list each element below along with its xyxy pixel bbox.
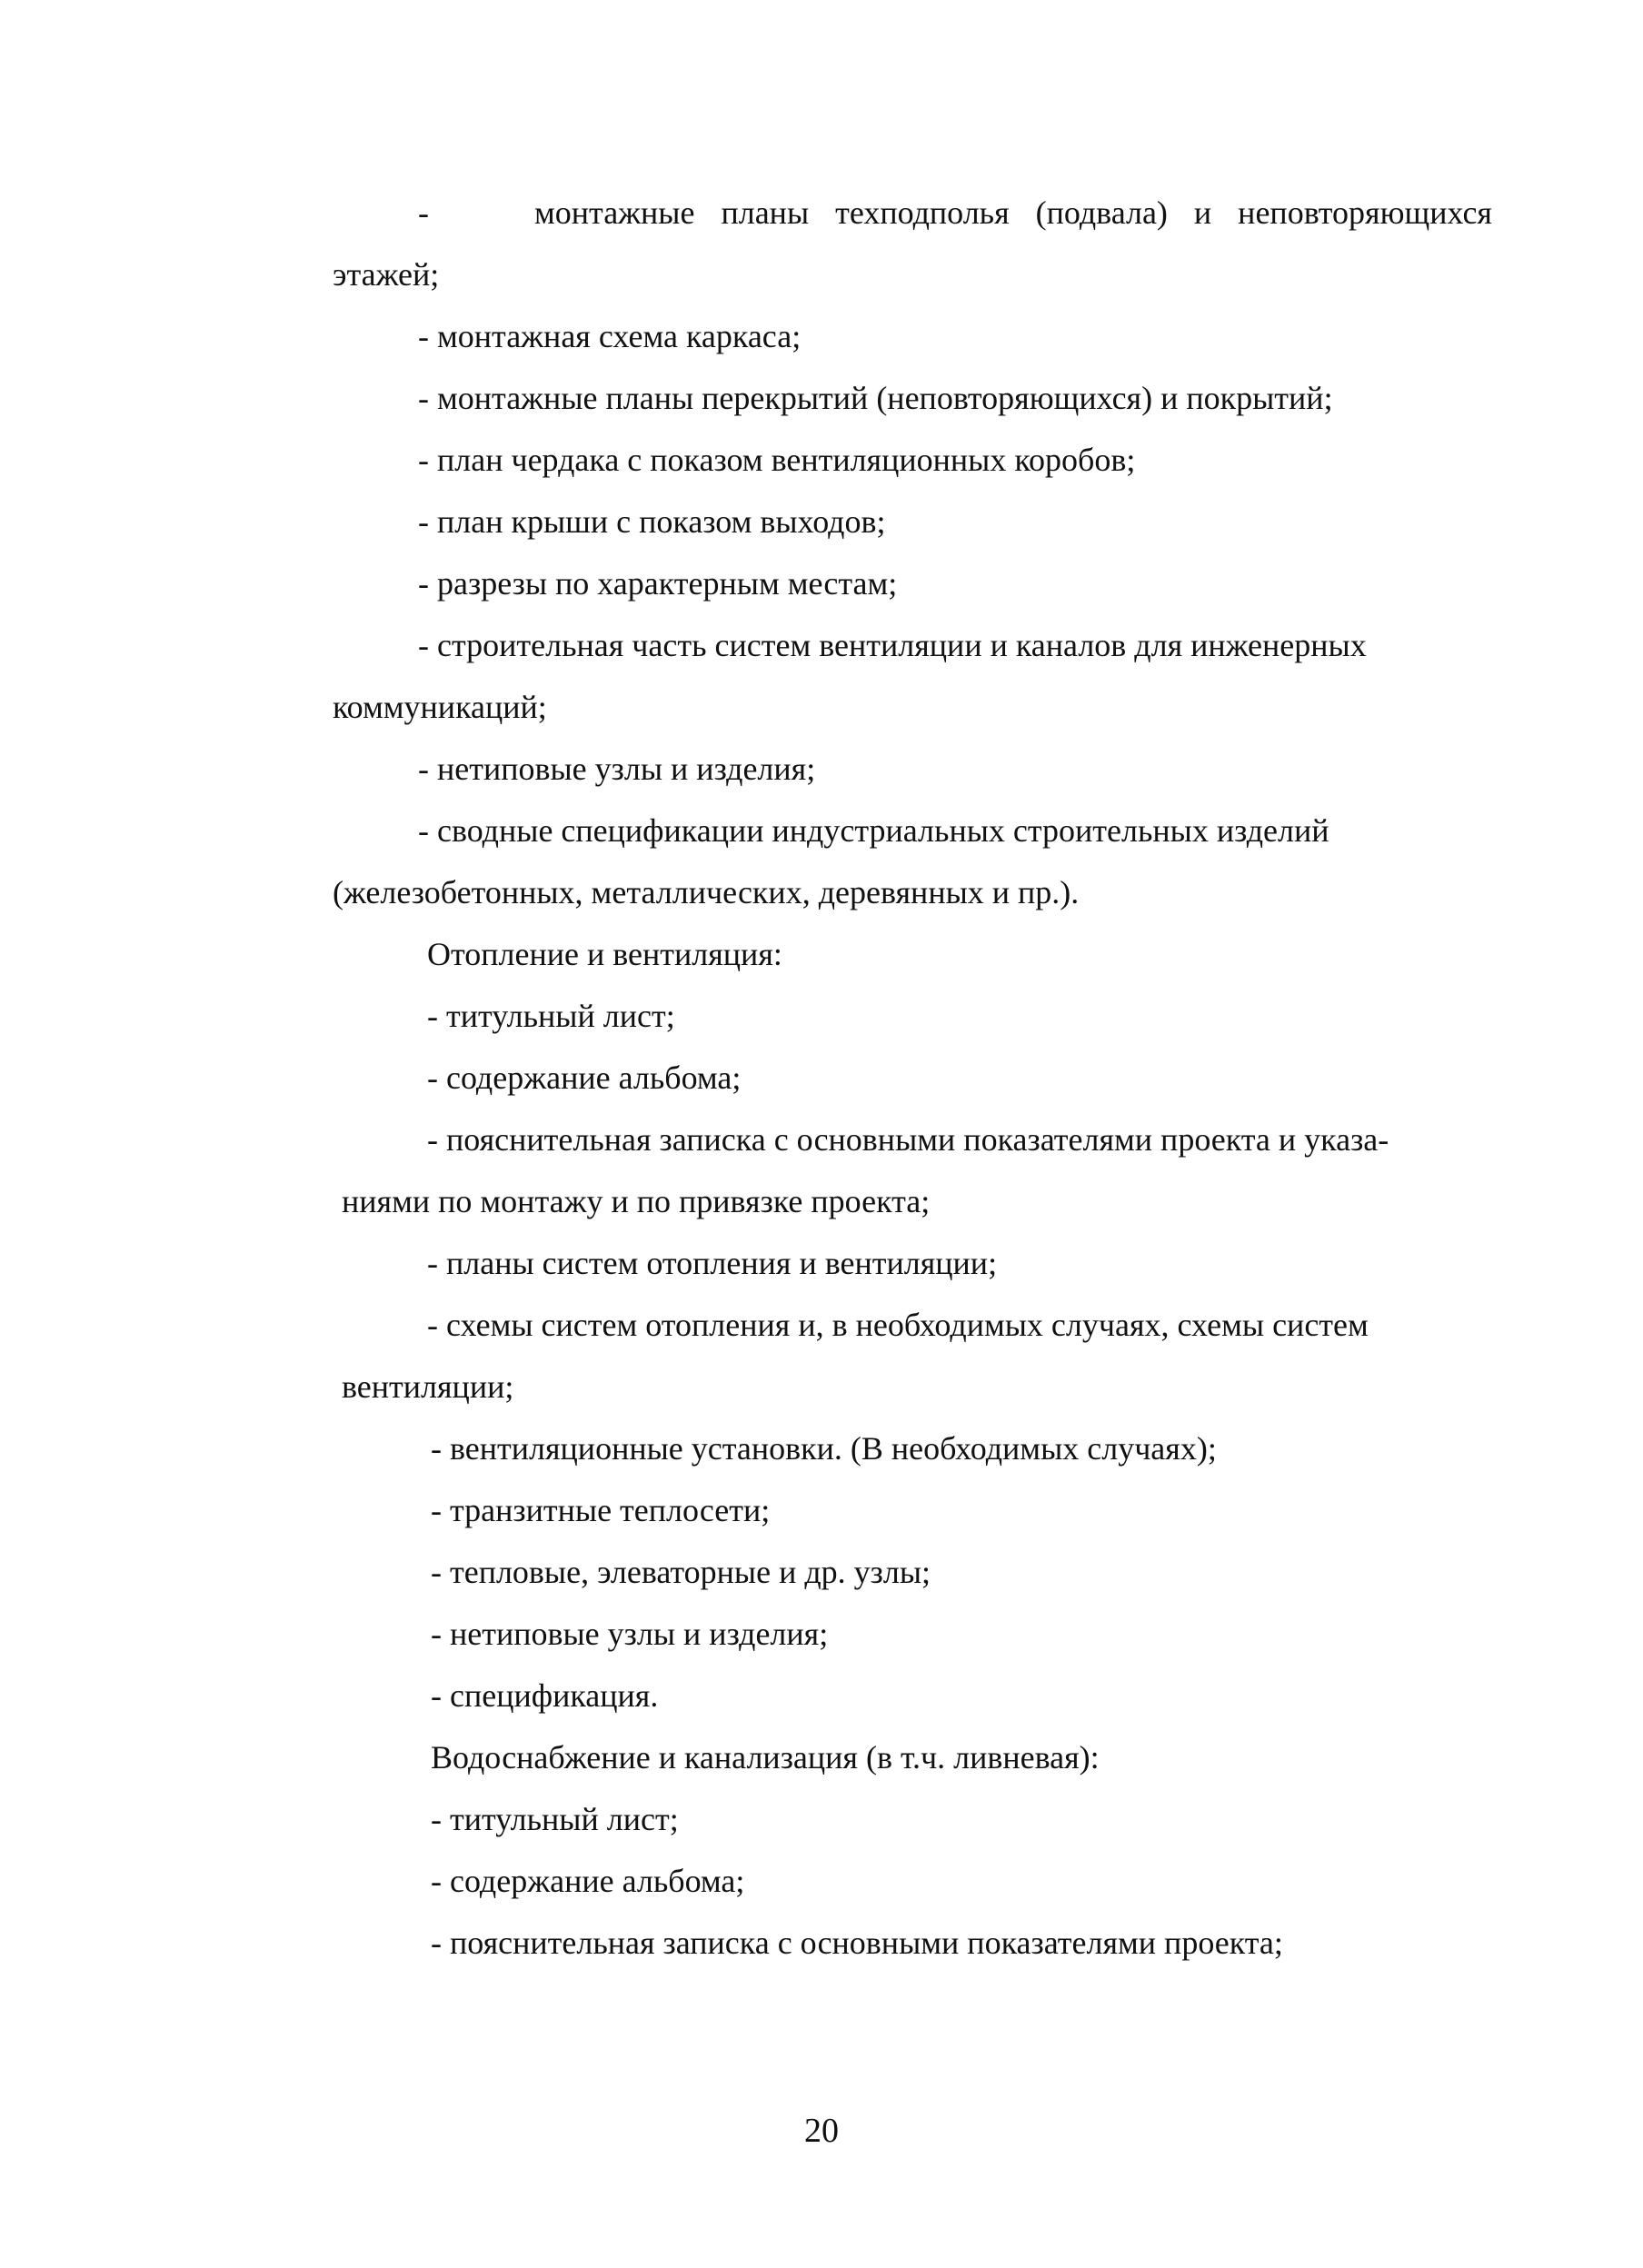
- text-line: - содержание альбома;: [427, 1059, 742, 1096]
- text-line: вентиляции;: [342, 1368, 514, 1405]
- text-line: - монтажная схема каркаса;: [418, 318, 802, 354]
- section-heading: Отопление и вентиляция:: [427, 936, 782, 972]
- text-line: - тепловые, элеваторные и др. узлы;: [431, 1554, 931, 1590]
- text-line: - строительная часть систем вентиляции и каналов для инженерных: [418, 627, 1367, 663]
- text-line: этажей;: [333, 256, 440, 293]
- text-line: - схемы систем отопления и, в необходимых случаях, схемы систем: [427, 1307, 1369, 1343]
- text-line: - пояснительная записка с основными показателями проекта и указа-: [427, 1121, 1389, 1158]
- page-number: 20: [804, 2112, 839, 2150]
- text-line: - пояснительная записка с основными показателями проекта;: [431, 1925, 1283, 1961]
- text-line: - спецификация.: [431, 1677, 659, 1714]
- text-line: - нетиповые узлы и изделия;: [431, 1616, 829, 1652]
- text-line: (железобетонных, металлических, деревянных и пр.).: [333, 874, 1080, 910]
- text-line: - разрезы по характерным местам;: [418, 565, 898, 602]
- text-line: - титульный лист;: [431, 1801, 679, 1837]
- text-line: - транзитные теплосети;: [431, 1492, 771, 1528]
- text-line: ниями по монтажу и по привязке проекта;: [342, 1183, 931, 1219]
- text-line: - титульный лист;: [427, 998, 675, 1034]
- text-line: - вентиляционные установки. (В необходимых случаях);: [431, 1430, 1217, 1467]
- text-line: - монтажные планы техподполья (подвала) и неповторяющихся: [418, 194, 1492, 231]
- text-line: - планы систем отопления и вентиляции;: [427, 1245, 998, 1281]
- text-line: - план чердака с показом вентиляционных коробов;: [418, 442, 1136, 478]
- text-line: - сводные спецификации индустриальных строительных изделий: [418, 812, 1329, 849]
- text-line: - нетиповые узлы и изделия;: [418, 751, 816, 787]
- section-heading: Водоснабжение и канализация (в т.ч. ливневая):: [431, 1739, 1100, 1776]
- text-line: - содержание альбома;: [431, 1863, 745, 1899]
- text-line: - план крыши с показом выходов;: [418, 503, 886, 540]
- text-line: коммуникаций;: [333, 689, 547, 725]
- text-line: - монтажные планы перекрытий (неповторяющихся) и покрытий;: [418, 380, 1333, 416]
